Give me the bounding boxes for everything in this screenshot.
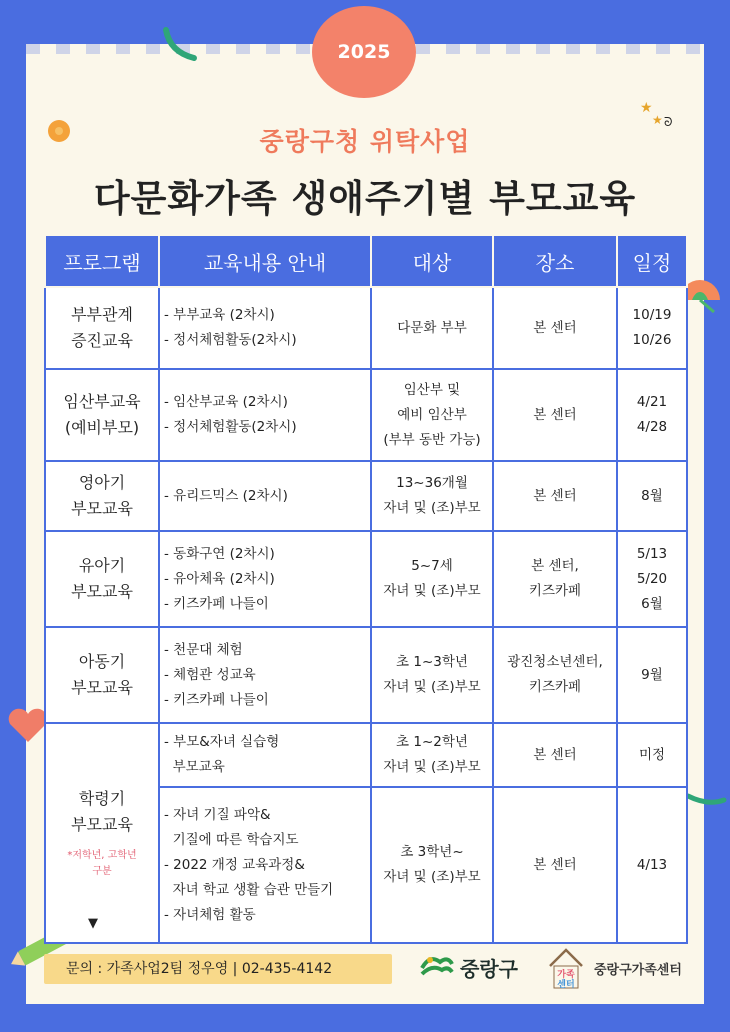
down-arrow-icon: ▼	[88, 916, 98, 931]
program-content	[159, 723, 371, 787]
program-place-line: 키즈카페	[528, 679, 582, 695]
program-place-line: 키즈카페	[528, 583, 582, 599]
table-row	[45, 627, 687, 723]
program-date-line: 5/20	[636, 570, 668, 587]
contact-bar: 문의 : 가족사업2팀 정우영 | 02-435-4142	[44, 954, 392, 984]
program-content-line: - 자녀체험 활동	[164, 906, 256, 923]
program-target-line: 자녀 및 (조)부모	[383, 759, 481, 775]
family-center-mark-text: 가족	[557, 970, 575, 980]
program-target	[371, 531, 493, 627]
svg-text:센터: 센터	[557, 980, 575, 990]
program-place	[493, 787, 617, 943]
program-content-line: - 정서체험활동(2차시)	[164, 332, 297, 348]
column-header: 장소	[493, 235, 617, 287]
program-target-line: 자녀 및 (조)부모	[383, 500, 481, 516]
program-date-line: 5/13	[636, 545, 668, 562]
program-date-line: 10/19	[632, 307, 672, 323]
program-name-line: 유아기	[78, 556, 126, 575]
program-content-line: - 유리드믹스 (2차시)	[164, 487, 288, 504]
program-date	[617, 531, 687, 627]
program-target-line: 예비 임산부	[397, 406, 467, 423]
program-target	[371, 461, 493, 531]
program-target-line: 초 1~3학년	[396, 654, 468, 670]
program-target-line: 초 3학년~	[400, 844, 464, 860]
program-name-line: 부모교육	[71, 815, 133, 834]
program-date-line: 미정	[638, 746, 666, 763]
green-swoosh-decoration	[160, 24, 200, 64]
program-place	[493, 461, 617, 531]
program-name-line: 부부관계	[71, 305, 133, 324]
program-name-line: 아동기	[78, 652, 126, 671]
column-header: 프로그램	[45, 235, 159, 287]
program-target	[371, 723, 493, 787]
year-badge: 2025	[318, 12, 410, 92]
program-name-line: 학령기	[78, 789, 126, 808]
program-date	[617, 723, 687, 787]
column-header: 일정	[617, 235, 687, 287]
program-name	[45, 723, 159, 943]
program-place-line: 본 센터	[533, 856, 577, 873]
svg-text:★: ★	[652, 113, 663, 127]
program-content-line: - 2022 개정 교육과정&	[164, 856, 305, 873]
program-content-line: - 유아체육 (2차시)	[164, 570, 275, 587]
jungnang-logo-text: 중랑구	[460, 956, 518, 981]
program-target	[371, 369, 493, 461]
program-target-line: 5~7세	[411, 558, 453, 574]
program-target	[371, 627, 493, 723]
program-place	[493, 627, 617, 723]
program-date-line: 4/13	[636, 856, 668, 873]
program-target-line: 임산부 및	[403, 381, 461, 398]
program-content	[159, 531, 371, 627]
program-date-line: 8월	[641, 487, 663, 504]
table-body	[45, 287, 687, 943]
program-content-line: - 체험관 성교육	[164, 666, 256, 683]
program-date	[617, 287, 687, 369]
program-name	[45, 627, 159, 723]
jungnang-logo	[418, 952, 518, 982]
program-place-line: 본 센터	[533, 746, 577, 763]
page-title: 다문화가족 생애주기별 부모교육	[93, 177, 637, 220]
program-date-line: 4/21	[636, 394, 668, 410]
program-content-line: - 부부교육 (2차시)	[164, 307, 275, 323]
program-content-line: - 부모&자녀 실습형	[164, 734, 280, 750]
program-date-line: 9월	[641, 666, 663, 683]
program-content-line: - 동화구연 (2차시)	[164, 545, 275, 562]
program-place	[493, 723, 617, 787]
program-target-line: 초 1~2학년	[396, 734, 468, 750]
program-target-line: 자녀 및 (조)부모	[383, 583, 481, 599]
program-target-line: (부부 동반 가능)	[383, 431, 481, 448]
table-row	[45, 531, 687, 627]
family-center-logo	[546, 946, 682, 990]
program-content-line: - 키즈카페 나들이	[164, 595, 269, 612]
table-row	[45, 461, 687, 531]
program-content-line: - 자녀 기질 파악&	[164, 806, 271, 823]
program-date	[617, 369, 687, 461]
program-note-line: *저학년, 고학년	[67, 850, 137, 861]
program-name-line: 부모교육	[71, 678, 133, 697]
program-content-line: - 정서체험활동(2차시)	[164, 419, 297, 435]
family-center-name: 중랑구가족센터	[594, 962, 682, 978]
family-center-house-icon	[546, 946, 586, 990]
program-content	[159, 287, 371, 369]
program-place-line: 본 센터	[533, 487, 577, 504]
table-row	[45, 723, 687, 787]
table-header-row	[45, 235, 687, 287]
program-content-line: 부모교육	[164, 759, 225, 775]
program-content-line: 자녀 학교 생활 습관 만들기	[164, 881, 334, 898]
program-target-line: 자녀 및 (조)부모	[383, 679, 481, 695]
program-place	[493, 369, 617, 461]
program-target-line: 자녀 및 (조)부모	[383, 869, 481, 885]
program-content-line: - 천문대 체험	[164, 641, 243, 658]
program-name	[45, 369, 159, 461]
program-date	[617, 787, 687, 943]
program-name-line: 영아기	[78, 473, 126, 492]
program-name	[45, 531, 159, 627]
program-date-line: 4/28	[636, 419, 668, 435]
program-target	[371, 287, 493, 369]
column-header: 교육내용 안내	[159, 235, 371, 287]
program-place-line: 본 센터	[533, 406, 577, 423]
program-content	[159, 627, 371, 723]
program-content	[159, 787, 371, 943]
program-date-line: 10/26	[632, 332, 672, 348]
program-place-line: 광진청소년센터,	[507, 654, 603, 670]
svg-text:★: ★	[640, 100, 653, 116]
program-place	[493, 287, 617, 369]
program-place-line: 본 센터	[533, 319, 577, 336]
table-row	[45, 287, 687, 369]
program-content	[159, 369, 371, 461]
program-content-line: 기질에 따른 학습지도	[164, 831, 299, 848]
program-place	[493, 531, 617, 627]
subtitle: 중랑구청 위탁사업	[259, 127, 471, 156]
program-target-line: 다문화 부부	[397, 319, 467, 336]
svg-text:ᘐ: ᘐ	[664, 115, 673, 128]
program-target	[371, 787, 493, 943]
program-note-line: 구분	[92, 866, 112, 877]
program-name-line: 부모교육	[71, 499, 133, 518]
program-table	[44, 234, 688, 944]
program-note	[47, 848, 157, 880]
program-name-line: 증진교육	[71, 331, 133, 350]
jungnang-emblem-icon	[418, 952, 454, 982]
program-name-line: (예비부모)	[64, 418, 140, 437]
program-name-line: 부모교육	[71, 582, 133, 601]
program-name	[45, 461, 159, 531]
program-name	[45, 287, 159, 369]
program-target-line: 13~36개월	[396, 475, 468, 491]
program-name-line: 임산부교육	[63, 392, 141, 411]
program-date	[617, 461, 687, 531]
program-date-line: 6월	[641, 595, 663, 612]
program-place-line: 본 센터,	[531, 558, 579, 574]
column-header: 대상	[371, 235, 493, 287]
program-content-line: - 임산부교육 (2차시)	[164, 394, 288, 410]
table-row	[45, 369, 687, 461]
program-content-line: - 키즈카페 나들이	[164, 691, 269, 708]
program-content	[159, 461, 371, 531]
program-date	[617, 627, 687, 723]
